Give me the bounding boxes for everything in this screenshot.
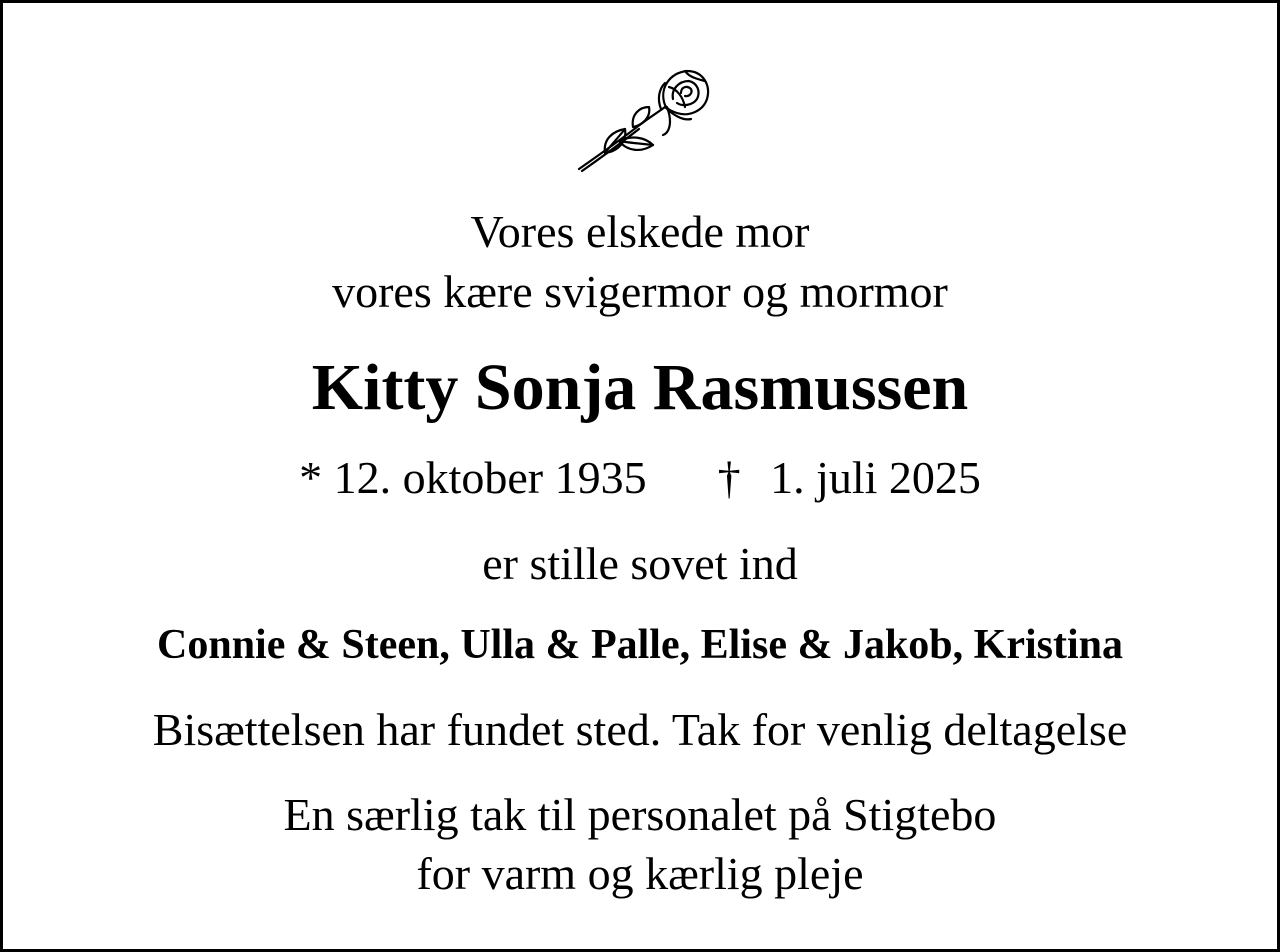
family-names: Connie & Steen, Ulla & Palle, Elise & Jakob, Kristina (157, 622, 1123, 668)
thanks-line-1: En særlig tak til personalet på Stigtebo (283, 789, 997, 840)
death-date: 1. juli 2025 (770, 452, 981, 503)
rose-icon (573, 63, 715, 175)
deceased-name: Kitty Sonja Rasmussen (311, 351, 969, 424)
thanks-line-2: for varm og kærlig pleje (416, 848, 864, 899)
funeral-text: Bisættelsen har fundet sted. Tak for venlig deltagelse (152, 704, 1128, 755)
death-symbol: † (717, 452, 741, 503)
birth-date: 12. oktober 1935 (333, 452, 647, 503)
life-dates (3, 452, 1277, 503)
passing-text: er stille sovet ind (482, 538, 798, 589)
intro-line-1: Vores elskede mor (470, 206, 810, 257)
birth-symbol: * (299, 452, 323, 503)
intro-line-2: vores kære svigermor og mormor (332, 266, 948, 317)
